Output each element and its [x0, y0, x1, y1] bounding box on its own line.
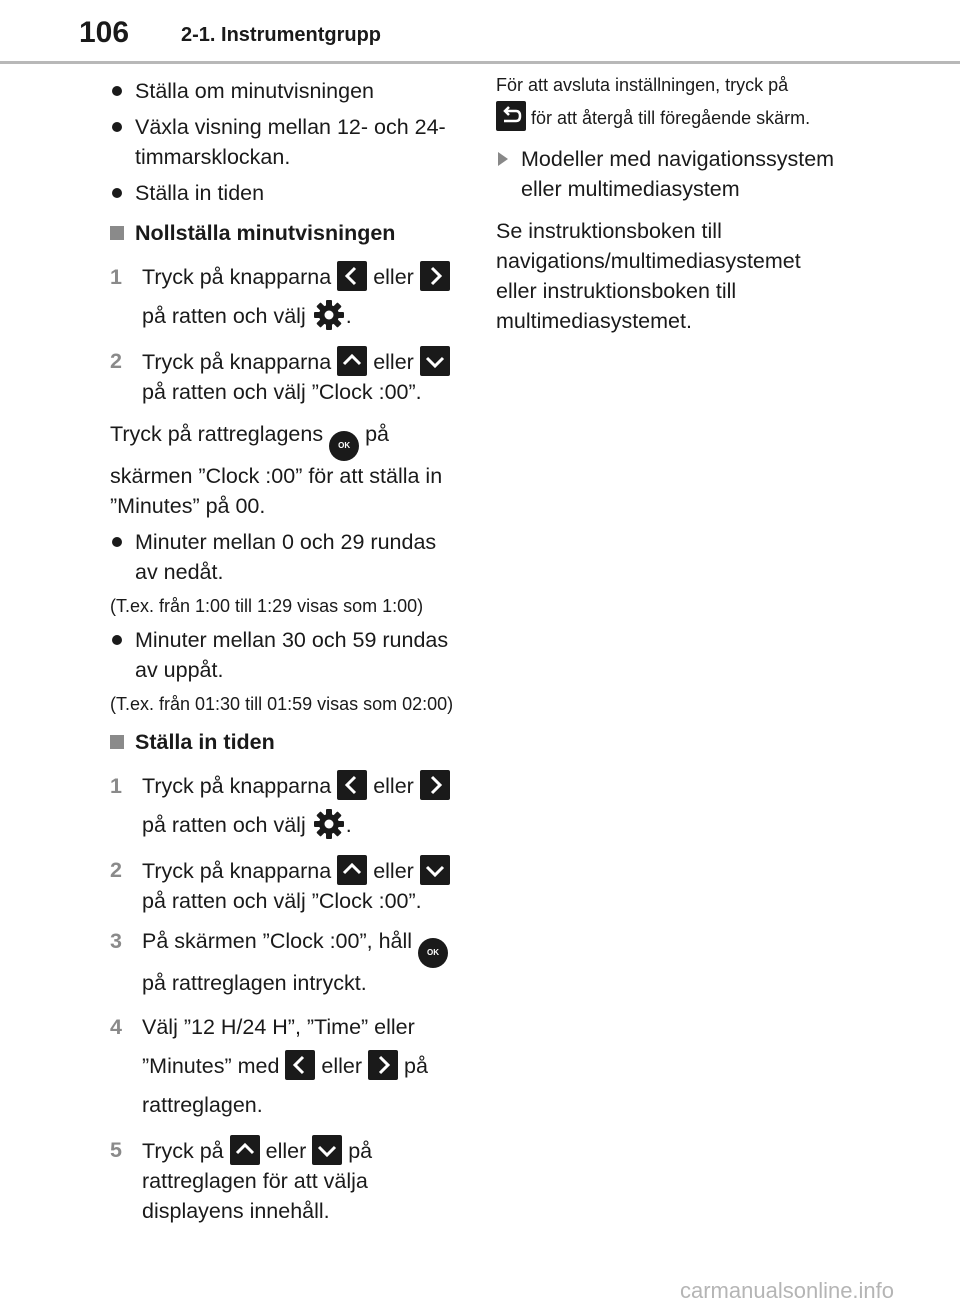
chevron-left-icon — [337, 770, 367, 800]
step-number: 2 — [110, 349, 122, 373]
step-number: 1 — [110, 774, 122, 798]
ok-button-icon: OK — [329, 431, 359, 461]
subheading: Ställa in tiden — [110, 727, 460, 757]
chevron-left-icon — [285, 1050, 315, 1080]
bullet-item: Minuter mellan 30 och 59 rundas av uppåt. — [110, 625, 460, 685]
bullet-item: Växla visning mellan 12- och 24-timmarsklockan. — [110, 112, 460, 172]
step-2: 2 Tryck på knapparna eller på ratten och välj ”Clock :00”. — [110, 346, 460, 407]
chevron-down-icon — [420, 855, 450, 885]
step-number: 1 — [110, 265, 122, 289]
paragraph: Se instruktionsboken till navigations/multimediasystemet eller instruktionsboken till multimediasystemet. — [496, 219, 801, 333]
chevron-up-icon — [337, 346, 367, 376]
bullet-item: Ställa om minutvisningen — [110, 76, 460, 106]
page-header — [0, 0, 960, 64]
chevron-right-icon — [420, 770, 450, 800]
gear-icon — [312, 807, 346, 841]
chevron-right-icon — [420, 261, 450, 291]
note: För att avsluta inställningen, tryck på för att återgå till föregående skärm. — [496, 70, 846, 134]
ok-button-icon: OK — [418, 938, 448, 968]
step-number: 2 — [110, 858, 122, 882]
step-1: 1 Tryck på knapparna eller på ratten och välj . — [110, 258, 460, 336]
back-arrow-icon — [496, 101, 526, 131]
right-column — [496, 70, 846, 336]
paragraph: Tryck på rattreglagens OK på skärmen ”Clock :00” för att ställa in ”Minutes” på 00. — [110, 422, 443, 518]
chevron-right-icon — [368, 1050, 398, 1080]
chevron-down-icon — [312, 1135, 342, 1165]
step-5: 5 Tryck på eller på rattreglagen för att välja displayens innehåll. — [110, 1135, 460, 1226]
note: (T.ex. från 1:00 till 1:29 visas som 1:00) — [110, 596, 424, 616]
left-column — [110, 70, 460, 1226]
watermark: carmanualsonline.info — [680, 1278, 895, 1303]
step-3: 3 På skärmen ”Clock :00”, håll OK på rattreglagen intryckt. — [110, 926, 460, 998]
step-2: 2 Tryck på knapparna eller på ratten och välj ”Clock :00”. — [110, 855, 460, 916]
page-number: 106 — [79, 16, 130, 49]
model-heading: Modeller med navigationssystem eller multimediasystem — [496, 144, 846, 204]
subheading: Nollställa minutvisningen — [110, 218, 460, 248]
chevron-up-icon — [230, 1135, 260, 1165]
note: (T.ex. från 01:30 till 01:59 visas som 02:00) — [110, 694, 454, 714]
chevron-up-icon — [337, 855, 367, 885]
chevron-left-icon — [337, 261, 367, 291]
gear-icon — [312, 298, 346, 332]
chevron-down-icon — [420, 346, 450, 376]
bullet-item: Ställa in tiden — [110, 178, 460, 208]
step-4: 4 Välj ”12 H/24 H”, ”Time” eller ”Minutes” med eller på rattreglagen. — [110, 1008, 460, 1125]
section-title: 2-1. Instrumentgrupp — [181, 24, 382, 46]
bullet-item: Minuter mellan 0 och 29 rundas av nedåt. — [110, 527, 460, 587]
step-1: 1 Tryck på knapparna eller på ratten och välj . — [110, 767, 460, 845]
step-number: 5 — [110, 1138, 122, 1162]
step-number: 3 — [110, 929, 122, 953]
step-number: 4 — [110, 1015, 122, 1039]
